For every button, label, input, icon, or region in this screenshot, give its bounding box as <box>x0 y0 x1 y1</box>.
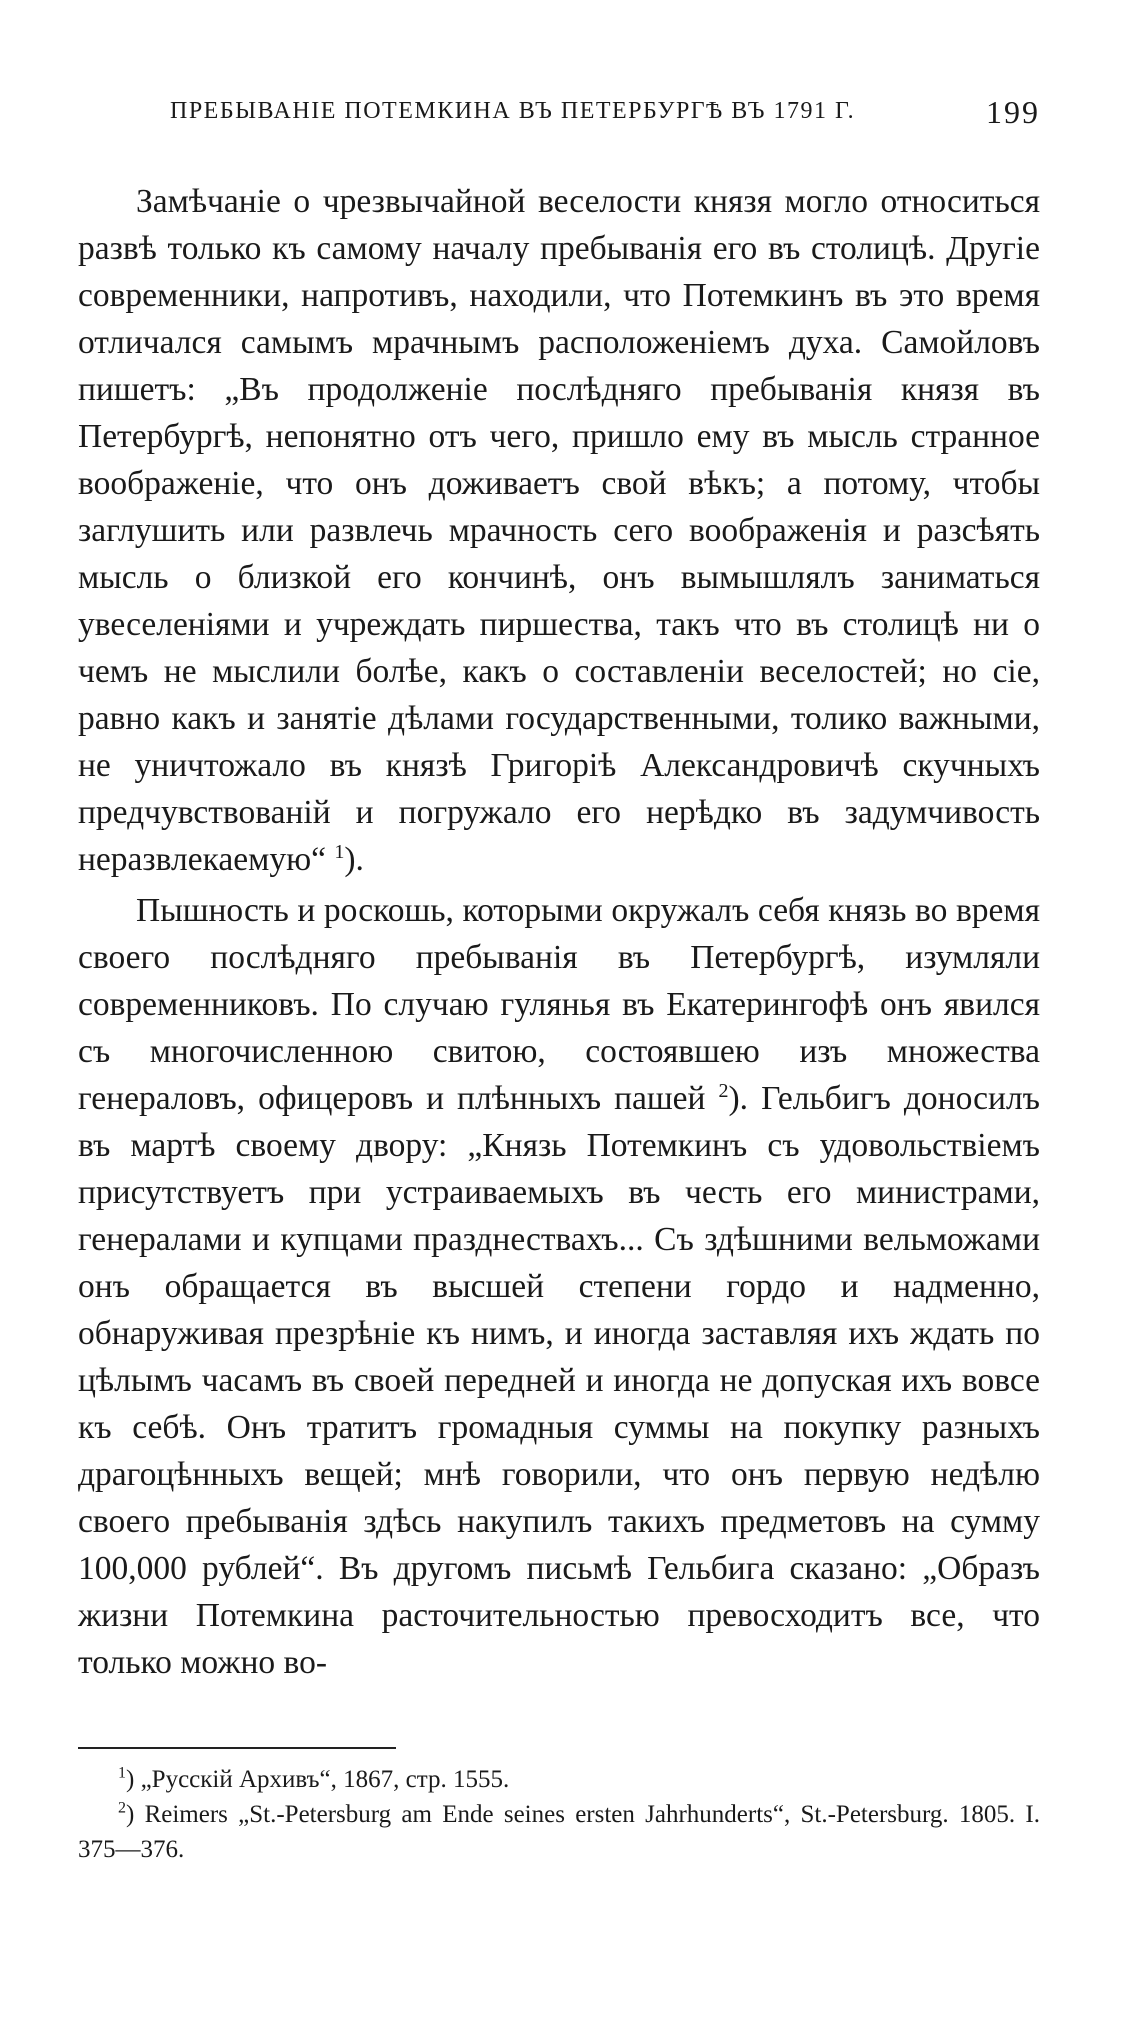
footnote-1 <box>78 1762 1040 1797</box>
paragraph-2-tail: ). Гельбигъ доносилъ въ мартѣ своему двору: „Князь Потемкинъ съ удовольствіемъ присутствуетъ при устраиваемыхъ въ честь его министрами, генералами и купцами празднествахъ... Съ здѣшними вельможами онъ обращается въ высшей степени гордо и надменно, обнаруживая презрѣніе къ нимъ, и иногда заставляя ихъ ждать по цѣлымъ часамъ въ своей передней и иногда не допуская ихъ вовсе къ себѣ. Онъ тратитъ громадныя суммы на покупку разныхъ драгоцѣнныхъ вещей; мнѣ говорили, что онъ первую недѣлю своего пребыванія здѣсь накупилъ такихъ предметовъ на сумму 100,000 рублей“. Въ другомъ письмѣ Гельбига сказано: „Образъ жизни Потемкина расточительностью превосходитъ все, что только можно во- <box>78 1080 1040 1681</box>
footnote-ref-1: 1 <box>334 840 345 863</box>
page-number: 199 <box>986 94 1040 130</box>
paragraph-2 <box>78 887 1040 1686</box>
running-head-title: ПРЕБЫВАНІЕ ПОТЕМКИНА ВЪ ПЕТЕРБУРГѢ ВЪ 1791 Г. <box>170 98 856 124</box>
footnote-ref-2: 2 <box>718 1079 729 1102</box>
paragraph-2-text: Пышность и роскошь, которыми окружалъ себя князь во время своего послѣдняго пребыванія въ Петербургѣ, изумляли современниковъ. По случаю гулянья въ Екатерингофѣ онъ явился съ многочисленною свитою, состоявшею изъ множества генераловъ, офицеровъ и плѣнныхъ пашей <box>78 892 1040 1117</box>
body-text <box>78 178 1040 1686</box>
paragraph-1-tail: ). <box>344 841 364 878</box>
paragraph-1 <box>78 178 1040 883</box>
footnote-text-2: ) Reimers „St.-Petersburg am Ende seines ersten Jahrhunderts“, St.-Petersburg. 1805. I. 375—376. <box>78 1801 1040 1863</box>
footnote-marker-1: 1 <box>118 1764 126 1782</box>
footnote-divider <box>78 1747 396 1749</box>
footnote-text-1: ) „Русскій Архивъ“, 1867, стр. 1555. <box>126 1766 510 1793</box>
paragraph-1-text: Замѣчаніе о чрезвычайной веселости князя могло относиться развѣ только къ самому началу пребыванія его въ столицѣ. Другіе современники, напротивъ, находили, что Потемкинъ въ это время отличался самымъ мрачнымъ расположеніемъ духа. Самойловъ пишетъ: „Въ продолженіе послѣдняго пребыванія князя въ Петербургѣ, непонятно отъ чего, пришло ему въ мысль странное воображеніе, что онъ доживаетъ свой вѣкъ; а потому, чтобы заглушить или развлечь мрачность сего воображенія и разсѣять мысль о близкой его кончинѣ, онъ вымышлялъ заниматься увеселеніями и учреждать пиршества, такъ что въ столицѣ ни о чемъ не мыслили болѣе, какъ о составленіи веселостей; но сіе, равно какъ и занятіе дѣлами государственными, толико важными, не уничтожало въ князѣ Григоріѣ Александровичѣ скучныхъ предчувствованій и погружало его нерѣдко въ задумчивость неразвлекаемую“ <box>78 183 1040 878</box>
footnote-marker-2: 2 <box>118 1799 126 1817</box>
running-head <box>78 94 1040 138</box>
footnote-2 <box>78 1797 1040 1867</box>
footnotes <box>78 1762 1040 1867</box>
